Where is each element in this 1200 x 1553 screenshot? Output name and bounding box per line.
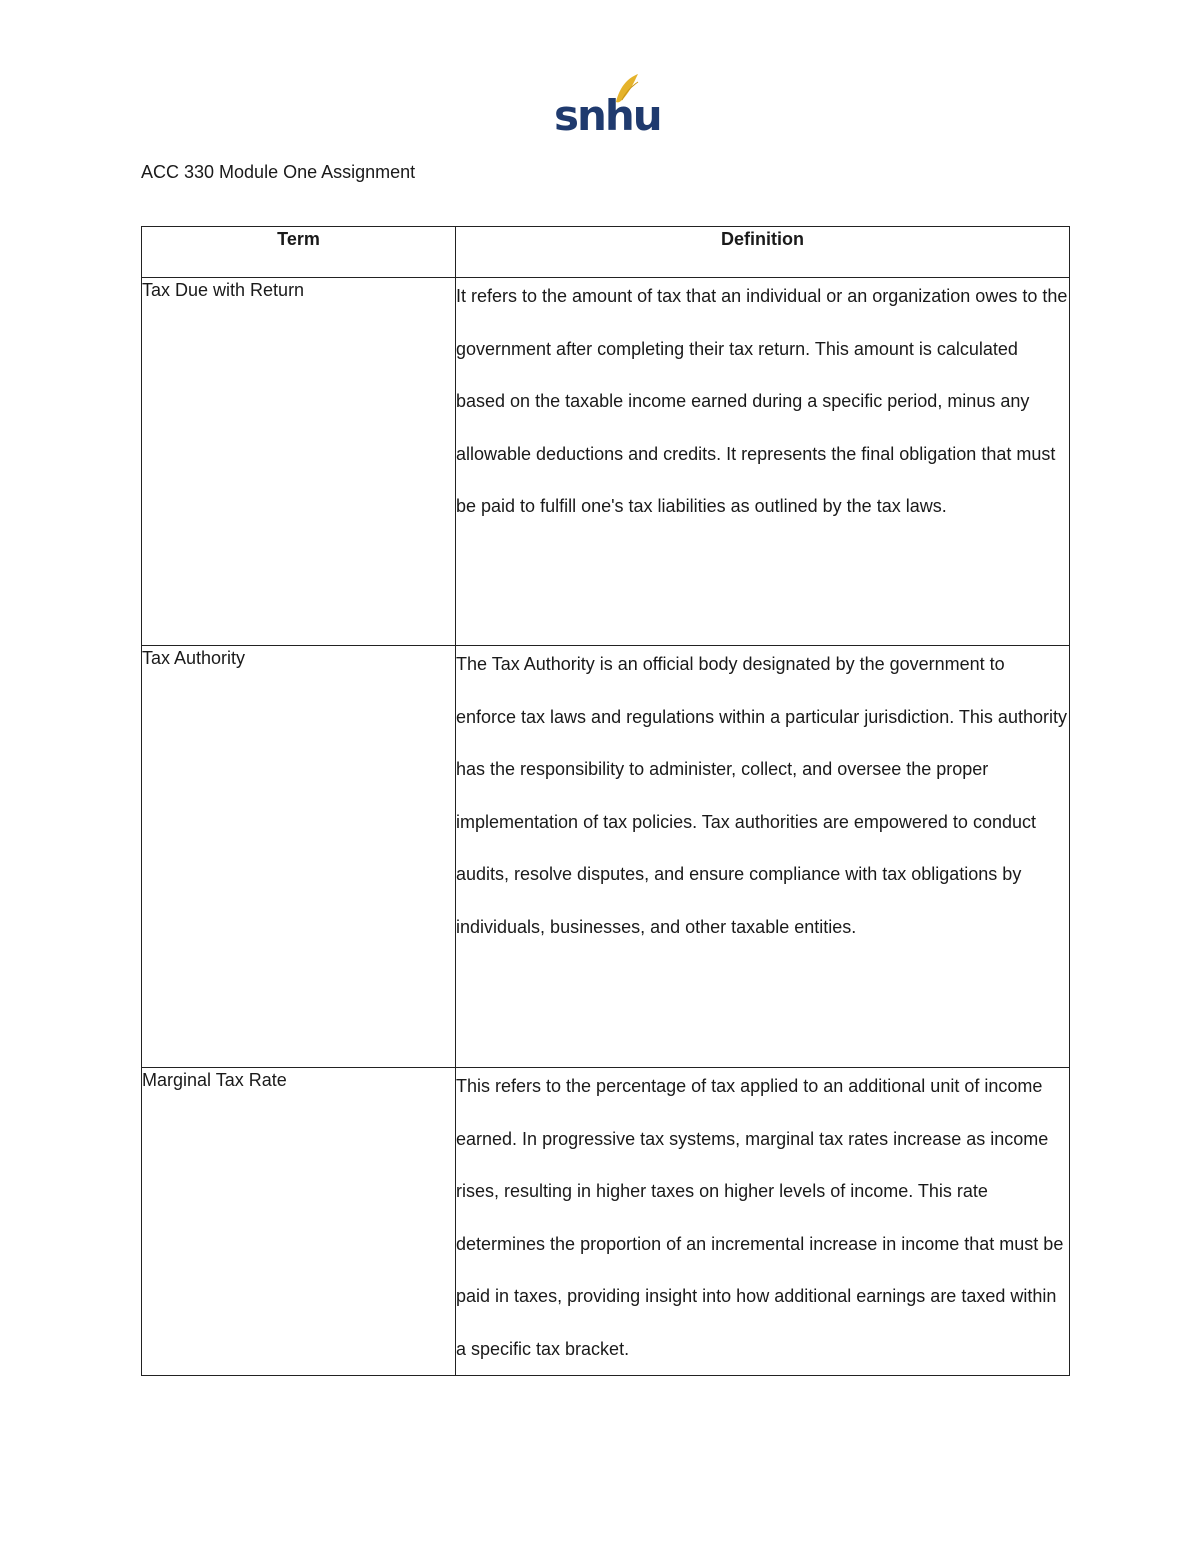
snhu-logo — [552, 72, 661, 140]
term-cell: Tax Authority — [142, 646, 456, 1068]
definition-text: It refers to the amount of tax that an individual or an organization owes to the government after completing their tax return. This amount is calculated based on the taxable income earned during a specific period, minus any allowable deductions and credits. It represents the final obligation that must be paid to fulfill one's tax liabilities as outlined by the tax laws. — [456, 286, 1068, 516]
terms-table — [141, 226, 1070, 1376]
column-header-term: Term — [142, 227, 456, 278]
table-row — [142, 1068, 1070, 1376]
definition-cell — [456, 278, 1070, 646]
term-cell: Marginal Tax Rate — [142, 1068, 456, 1376]
definition-cell — [456, 1068, 1070, 1376]
table-row — [142, 646, 1070, 1068]
svg-text:snhu: snhu — [554, 91, 661, 140]
definition-text: This refers to the percentage of tax applied to an additional unit of income earned. In progressive tax systems, marginal tax rates increase as income rises, resulting in higher taxes on higher levels of income. This rate determines the proportion of an incremental increase in income that must be paid in taxes, providing insight into how additional earnings are taxed within a specific tax bracket. — [456, 1076, 1064, 1359]
term-cell: Tax Due with Return — [142, 278, 456, 646]
column-header-definition: Definition — [456, 227, 1070, 278]
document-title: ACC 330 Module One Assignment — [141, 162, 416, 182]
definition-text: The Tax Authority is an official body designated by the government to enforce tax laws and regulations within a particular jurisdiction. This authority has the responsibility to administer, collect, and oversee the proper implementation of tax policies. Tax authorities are empowered to conduct audits, resolve disputes, and ensure compliance with tax obligations by individuals, businesses, and other taxable entities. — [456, 654, 1067, 937]
definition-cell — [456, 646, 1070, 1068]
table-row — [142, 278, 1070, 646]
